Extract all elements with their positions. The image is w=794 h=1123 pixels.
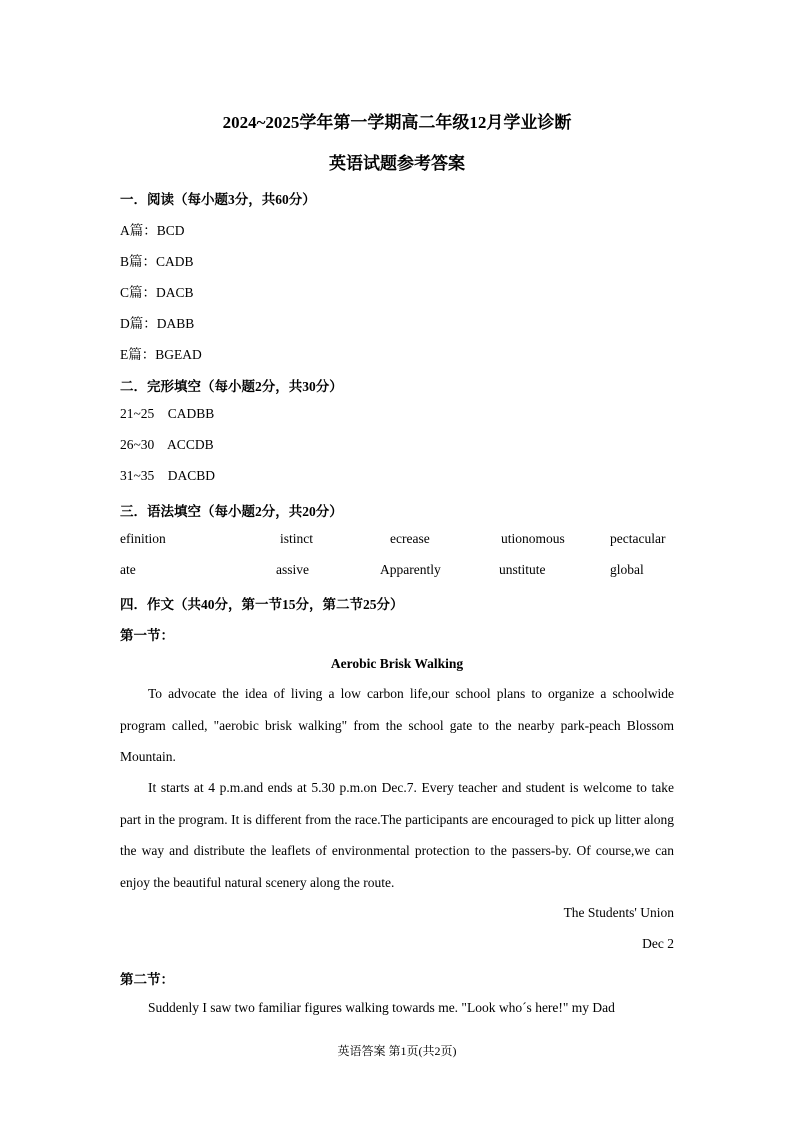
- grammar-answer: ate: [120, 562, 136, 577]
- grammar-answer: ecrease: [390, 531, 430, 546]
- grammar-answer: utionomous: [501, 531, 565, 546]
- cloze-answer-31-35: 31~35 DACBD: [120, 468, 216, 483]
- cloze-answer-21-25: 21~25 CADBB: [120, 406, 215, 421]
- grammar-answer: unstitute: [499, 562, 546, 577]
- cloze-answer-26-30: 26~30 ACCDB: [120, 437, 214, 452]
- essay-paragraph: It starts at 4 p.m.and ends at 5.30 p.m.on Dec.7. Every teacher and student is welcome to take part in the program. It is different from the race.The participants are encouraged to pick up litter along the way and distribute the leaflets of environmental protection to the passers-by. Of course,we can enjoy the beautiful natural scenery along the route.: [120, 780, 674, 890]
- essay-paragraph: Suddenly I saw two familiar figures walking towards me. "Look who´s here!" my Dad: [148, 1000, 615, 1015]
- reading-heading: 一．阅读（每小题3分，共60分）: [120, 192, 316, 207]
- reading-answer-a: A篇：BCD: [120, 223, 185, 238]
- grammar-answer: Apparently: [380, 562, 441, 577]
- grammar-answer: assive: [276, 562, 309, 577]
- reading-answer-e: E篇：BGEAD: [120, 347, 202, 362]
- grammar-answer: istinct: [280, 531, 313, 546]
- essay-signature: The Students' Union: [563, 905, 674, 920]
- page-title: 2024~2025学年第一学期高二年级12月学业诊断: [222, 113, 572, 132]
- essay-title: Aerobic Brisk Walking: [330, 656, 464, 671]
- page-footer: 英语答案 第1页(共2页): [337, 1044, 457, 1058]
- essay-date: Dec 2: [642, 936, 674, 951]
- grammar-answer: pectacular: [610, 531, 666, 546]
- writing-heading: 四．作文（共40分，第一节15分，第二节25分）: [120, 597, 404, 612]
- reading-answer-d: D篇：DABB: [120, 316, 195, 331]
- grammar-heading: 三．语法填空（每小题2分，共20分）: [120, 504, 343, 519]
- grammar-answer: global: [610, 562, 644, 577]
- writing-section2-label: 第二节：: [120, 972, 174, 987]
- reading-answer-c: C篇：DACB: [120, 285, 194, 300]
- writing-section1-label: 第一节：: [120, 628, 174, 643]
- grammar-answer: efinition: [120, 531, 166, 546]
- essay-paragraph: To advocate the idea of living a low carbon life,our school plans to organize a schoolwide program called, "aerobic brisk walking" from the school gate to the nearby park-peach Blossom Mountain.: [120, 686, 674, 764]
- page-subtitle: 英语试题参考答案: [329, 154, 465, 173]
- cloze-heading: 二．完形填空（每小题2分，共30分）: [120, 379, 343, 394]
- reading-answer-b: B篇：CADB: [120, 254, 194, 269]
